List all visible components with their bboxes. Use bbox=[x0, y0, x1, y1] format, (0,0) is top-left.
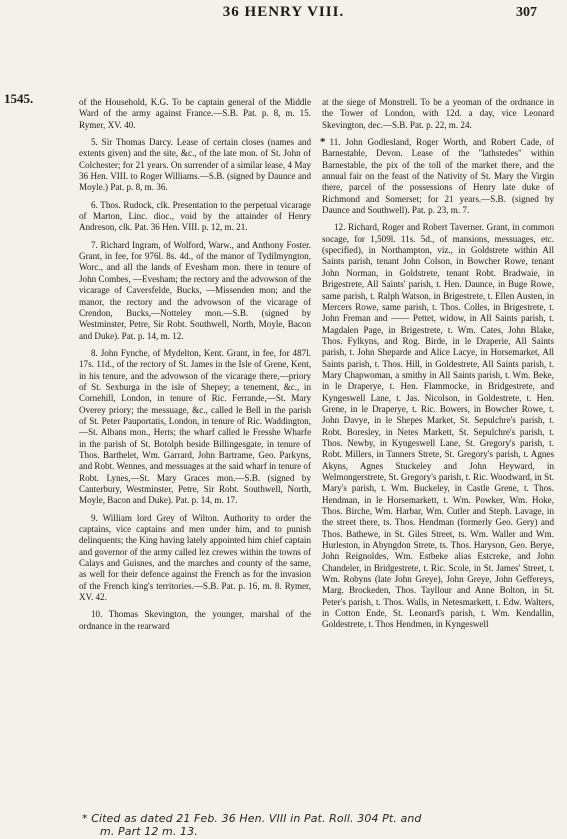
margin-year: 1545. bbox=[4, 91, 34, 106]
entry-10-continuation: at the siege of Monstrell. To be a yeoman of the ordnance in the Tower of London, with 12d. a day, vice Leonard Skevington, dec.—S.B. Pat. p. 22, m. 24. bbox=[322, 97, 554, 130]
entry-6: 6. Thos. Rudock, clk. Presentation to the perpetual vicarage of Marton, Linc. dioc., void by the attainder of Henry Andreson, clk. Pat. 36 Hen. VIII. p. 12, m. 21. bbox=[79, 199, 311, 233]
entry-continuation: of the Household, K.G. To be captain general of the Middle Ward of the army against France.—S.B. Pat. p. 8, m. 15. Rymer, XV. 40. bbox=[79, 97, 311, 130]
entry-8: 8. John Fynche, of Mydelton, Kent. Grant, in fee, for 487l. 17s. 11d., of the rectory of St. James in the Isle of Grene, Kent, in his tenure, and the advowson of the vicarage there,—priory of St. Sexburga in the isle of Shepey; a tenement, &c., in Cornehill, London, in tenure of Ric. Ferrande,—St. Mary Overey priory; the messuage, &c., called le Bell in the parish of St. Peter Pauportatis, London, in tenure of Ric. Waddington,—St. Albans mon., Herts; the wharf called le Fresshe Wharfe in the parish of St. Botolph beside Billingesgate, in tenure of Thos. Barthelet, Wm. Garrard, John Bartrame, Geo. Parkyns, and Robt. Wennes, and messuages at the said wharf in tenure of Robt. Lynes,—St. Mary Graces mon.—S.B. (signed by Canterbury, Westminster, Petre, Sir Robt. Southwell, North, Moyle, Bacon and Duke). Pat. p. 14, m. 17. bbox=[79, 347, 311, 506]
entry-9: 9. William lord Grey of Wilton. Authority to order the captains, vice captains and men under him, and to punish delinquents; the King having lately appointed him chief captain and governor of the army called lez crewes within the towns of Calays and Guisnes, and the marches and county of the same, as well for their defence against the French as for the invasion of the French king's territories.—S.B. Pat. p. 16, m. 8. Rymer, XV. 42. bbox=[79, 512, 311, 603]
left-column bbox=[79, 97, 311, 638]
handwritten-footnote bbox=[82, 812, 552, 838]
entry-11 bbox=[322, 137, 554, 216]
entry-11-text: 11. John Godlesland, Roger Worth, and Robert Cade, of Barnestable, Devon. Lease of the "lathstedes" within Barnestable, the pix of the toll of the market there, and the annual fair on the feast of the Nativity of St. Mary the Virgin there, parcel of the possessions of Henry late duke of Richmond and Somerset; for 21 years.—S.B. (signed by Daunce and Southwell). Pat. p. 23, m. 7. bbox=[322, 137, 554, 216]
annotation-star-mark: * bbox=[320, 136, 326, 149]
entry-7: 7. Richard Ingram, of Wolford, Warw., and Anthony Foster. Grant, in fee, for 976l. 8s. 4d., of the manor of Tydilmyngton, Worc., and all the lands of Evesham mon. there in tenure of John Combes, —Evesham; the rectory and the advowson of the vicarage of Caversfelde, Bucks, —Missenden mon; and the manor, the rectory and the advowson of the vicarage of Crendon, Bucks,—Notteley mon.—S.B. (signed by Westminster, Petre, Sir Robt. Southwell, North, Moyle, Bacon and Duke). Pat. p. 14, m. 12. bbox=[79, 239, 311, 341]
entry-10: 10. Thomas Skevington, the younger, marshal of the ordnance in the rearward bbox=[79, 609, 311, 631]
running-header-title: 36 HENRY VIII. bbox=[222, 4, 345, 20]
entry-5: 5. Sir Thomas Darcy. Lease of certain closes (names and extents given) and the site, &c., of the late mon. of St. John of Colchester; for 21 years. On surrender of a similar lease, 4 May 36 Hen. VIII. to Roger Williams.—S.B. (signed by Daunce and Moyle.) Pat. p. 8, m. 36. bbox=[79, 137, 311, 193]
right-column bbox=[322, 97, 554, 637]
footnote-line-2: m. Part 12 m. 13. bbox=[100, 825, 198, 838]
entry-12: 12. Richard, Roger and Robert Taverner. Grant, in common socage, for 1,509l. 11s. 5d., of mansions, messuages, etc. (specified), in Northampton, viz., in Goldstrete within All Saints parish, tenant John Colson, in Bowcher Rowe, tenant John Norman, in Goldstrete, tenant Robt. Bradwaie, in Brigestrete, All Saints' parish, t. Hen. Daunce, in Buge Rowe, same parish, t. Ralph Watson, in Brigestrete, t. Ellen Austen, in Mercers Rowe, same parish, t. Thos. Colles, in Brigestrete, t. John Freman and —— Pettet, widow, in All Saints parish, t. Magdalen Page, in Brigestrete, t. Wm. Cates, John Blake, Thos. Fylkyns, and Rog. Birde, in le Draperie, All Saints parish, t. John Sheparde and Alice Lacye, in Horsemarket, All Saints parish, t. Thos. Hill, in Goldestrete, All Saints parish, t. Mary Chapwoman, a smithy in All Saints parish, t. Wm. Beke, in le Draperye, t. Hen. Flammocke, in Bridgestrete, and Kyngeswell Lane, t. Jas. Nicolson, in Goldestrete, t. Hen. Grene, in le Draperye, t. Ric. Bowers, in Bowcher Rowe, t. John Davye, in le Shepes Market, St. Sepulchre's parish, t. Robt. Boresley, in Netes Markett, St. Sepulchre's parish, t. Thos. Newby, in Kyngeswell Lane, St. Gregory's parish, t. Robt. Millers, in Tanners Strete, St. Gregory's parish, t. Agnes Akyns, Agnes Stuckeley and John Heyward, in Welmongerstrete, St. Gregory's parish, t. Ric. Woodward, in St. Mary's parish, t. Wm. Buckeley, in Castle Grene, t. Thos. Hendman, in le Horsemarkett, t. Wm. Powker, Wm. Hoke, Thos. Birche, Wm. Harbar, Wm. Cutler and Steph. Lavage, in the street there, ts. Thos. Hendman (formerly Geo. Gery) and Thos. Bathewe, in St. Giles Street, ts. Wm. Waller and Wm. Hurleston, in Abyngdon Strete, ts. Thos. Haryson, Geo. Berye, John Reignoldes, Wm. Estbeke alias Estcreke, and John Chandeler, in Bridgestrete, t. Ric. Scole, in St. James' Street, t. Wm. Robyns (late John Greye), John Greye, John Geffereys, Marg. Brockeden, Thos. Tayllour and Anne Bolton, in St. Peter's parish, t. Thos. Walls, in Netesmarkett, t. Edw. Walters, in Cotton Ende, St. Leonard's parish, t. Wm. Kendallin, Goldestrete, t. Thos Hendmen, in Kyngeswell bbox=[322, 222, 554, 630]
page-number: 307 bbox=[516, 5, 537, 20]
footnote-line-1: * Cited as dated 21 Feb. 36 Hen. VIII in Pat. Roll. 304 Pt. and bbox=[82, 812, 422, 825]
